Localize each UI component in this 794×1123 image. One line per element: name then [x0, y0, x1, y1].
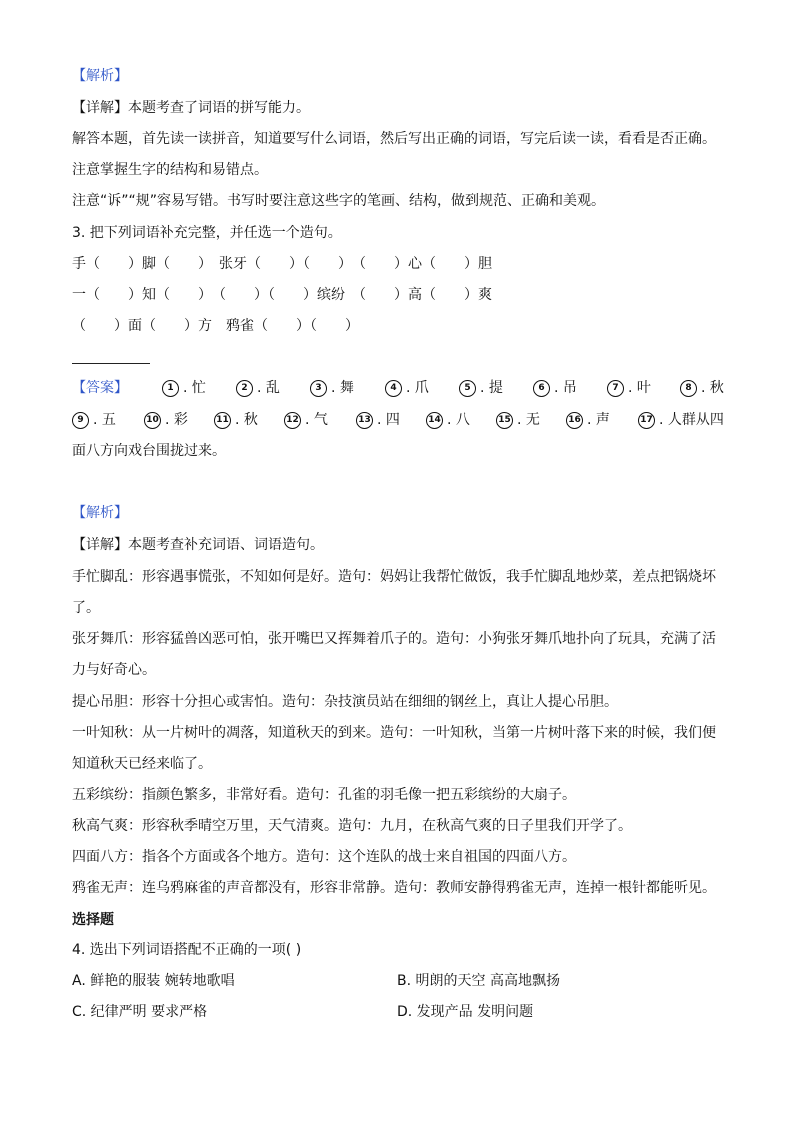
answer-item [284, 410, 328, 430]
answer-item [236, 378, 280, 398]
answer-text: . 秋 [701, 380, 724, 396]
answer-number: 9 [72, 412, 89, 429]
explanation-line: 张牙舞爪：形容猛兽凶恶可怕，张开嘴巴又挥舞着爪子的。造句：小狗张牙舞爪地扑向了玩具，充满了活 [72, 631, 716, 647]
separator-rule [72, 363, 150, 364]
answer-number: 5 [459, 380, 476, 397]
question-3-row: 一（ ）知（ ） （ ）（ ）缤纷 （ ）高（ ）爽 [72, 287, 492, 303]
answer-text: . 提 [480, 380, 503, 396]
explanation-line: 鸦雀无声：连乌鸦麻雀的声音都没有，形容非常静。造句：教师安静得鸦雀无声，连掉一根针都能听见。 [72, 880, 716, 896]
answer-item [214, 410, 258, 430]
explanation-line: 知道秋天已经来临了。 [72, 756, 212, 772]
answer-number: 3 [310, 380, 327, 397]
detail-line-1: 【详解】本题考查了词语的拼写能力。 [72, 100, 310, 116]
answer-item [607, 378, 651, 398]
explanation-line: 一叶知秋：从一片树叶的凋落，知道秋天的到来。造句：一叶知秋，当第一片树叶落下来的时候，我们便 [72, 725, 716, 741]
answer-item [496, 410, 540, 430]
answer-text: . 彩 [165, 412, 188, 428]
answer-text: . 四 [377, 412, 400, 428]
answer-continuation: 面八方向戏台围拢过来。 [72, 443, 226, 459]
answer-item [72, 410, 116, 430]
answer-number: 17 [638, 412, 655, 429]
explanation-line: 秋高气爽：形容秋季晴空万里，天气清爽。造句：九月，在秋高气爽的日子里我们开学了。 [72, 818, 632, 834]
answer-number: 12 [284, 412, 301, 429]
option-c: C. 纪律严明 要求严格 [72, 1004, 208, 1020]
choice-heading: 选择题 [72, 912, 114, 928]
answer-item [356, 410, 400, 430]
option-d: D. 发现产品 发明问题 [397, 1004, 534, 1020]
answer-text: . 舞 [331, 380, 354, 396]
answer-text: . 叶 [628, 380, 651, 396]
answer-text: . 八 [447, 412, 470, 428]
answer-number: 10 [144, 412, 161, 429]
answer-number: 7 [607, 380, 624, 397]
explanation-line: 力与好奇心。 [72, 662, 156, 678]
answer-text: . 乱 [257, 380, 280, 396]
answer-number: 14 [426, 412, 443, 429]
answer-item [385, 378, 429, 398]
answer-item [680, 378, 724, 398]
answer-item [144, 410, 188, 430]
answer-text: . 气 [305, 412, 328, 428]
answer-number: 1 [162, 380, 179, 397]
jiexi-label-2: 【解析】 [72, 505, 128, 521]
jiexi-label-1: 【解析】 [72, 68, 128, 84]
question-3-row: （ ）面（ ）方 鸦雀（ ）（ ） [72, 318, 359, 334]
option-a: A. 鲜艳的服装 婉转地歌唱 [72, 973, 235, 989]
question-3-stem: 3. 把下列词语补充完整，并任选一个造句。 [72, 225, 342, 241]
answer-item [426, 410, 470, 430]
paragraph-line: 注意掌握生字的结构和易错点。 [72, 162, 268, 178]
answer-item [533, 378, 577, 398]
answer-item [310, 378, 354, 398]
explanation-line: 五彩缤纷：指颜色繁多，非常好看。造句：孔雀的羽毛像一把五彩缤纷的大扇子。 [72, 787, 576, 803]
explanation-line: 四面八方：指各个方面或各个地方。造句：这个连队的战士来自祖国的四面八方。 [72, 849, 576, 865]
question-4-stem: 4. 选出下列词语搭配不正确的一项( ) [72, 942, 302, 958]
explanation-line: 手忙脚乱：形容遇事慌张，不知如何是好。造句：妈妈让我帮忙做饭，我手忙脚乱地炒菜，差点把锅烧坏 [72, 569, 716, 585]
answer-label: 【答案】 [72, 380, 128, 396]
answer-number: 16 [566, 412, 583, 429]
answer-number: 6 [533, 380, 550, 397]
explanation-line: 提心吊胆：形容十分担心或害怕。造句：杂技演员站在细细的钢丝上，真让人提心吊胆。 [72, 694, 618, 710]
answer-item [566, 410, 610, 430]
answer-text: . 吊 [554, 380, 577, 396]
answer-text: . 声 [587, 412, 610, 428]
answer-text: . 爪 [406, 380, 429, 396]
answer-number: 15 [496, 412, 513, 429]
paragraph-line: 解答本题，首先读一读拼音，知道要写什么词语，然后写出正确的词语，写完后读一读，看看是否正确。 [72, 131, 716, 147]
answer-number: 11 [214, 412, 231, 429]
answer-text: . 五 [93, 412, 116, 428]
option-b: B. 明朗的天空 高高地飘扬 [397, 973, 560, 989]
answer-item [638, 410, 724, 430]
answer-item [162, 378, 206, 398]
answer-text: . 秋 [235, 412, 258, 428]
answer-text: . 人群从四 [659, 412, 724, 428]
answer-item [459, 378, 503, 398]
answer-number: 2 [236, 380, 253, 397]
detail-line-2: 【详解】本题考查补充词语、词语造句。 [72, 537, 324, 553]
answer-text: . 忙 [183, 380, 206, 396]
answer-text: . 无 [517, 412, 540, 428]
explanation-line: 了。 [72, 600, 100, 616]
answer-number: 8 [680, 380, 697, 397]
paragraph-line: 注意“诉”“规”容易写错。书写时要注意这些字的笔画、结构，做到规范、正确和美观。 [72, 193, 606, 209]
answer-number: 13 [356, 412, 373, 429]
answer-number: 4 [385, 380, 402, 397]
question-3-row: 手（ ）脚（ ） 张牙（ ）（ ） （ ）心（ ）胆 [72, 256, 492, 272]
